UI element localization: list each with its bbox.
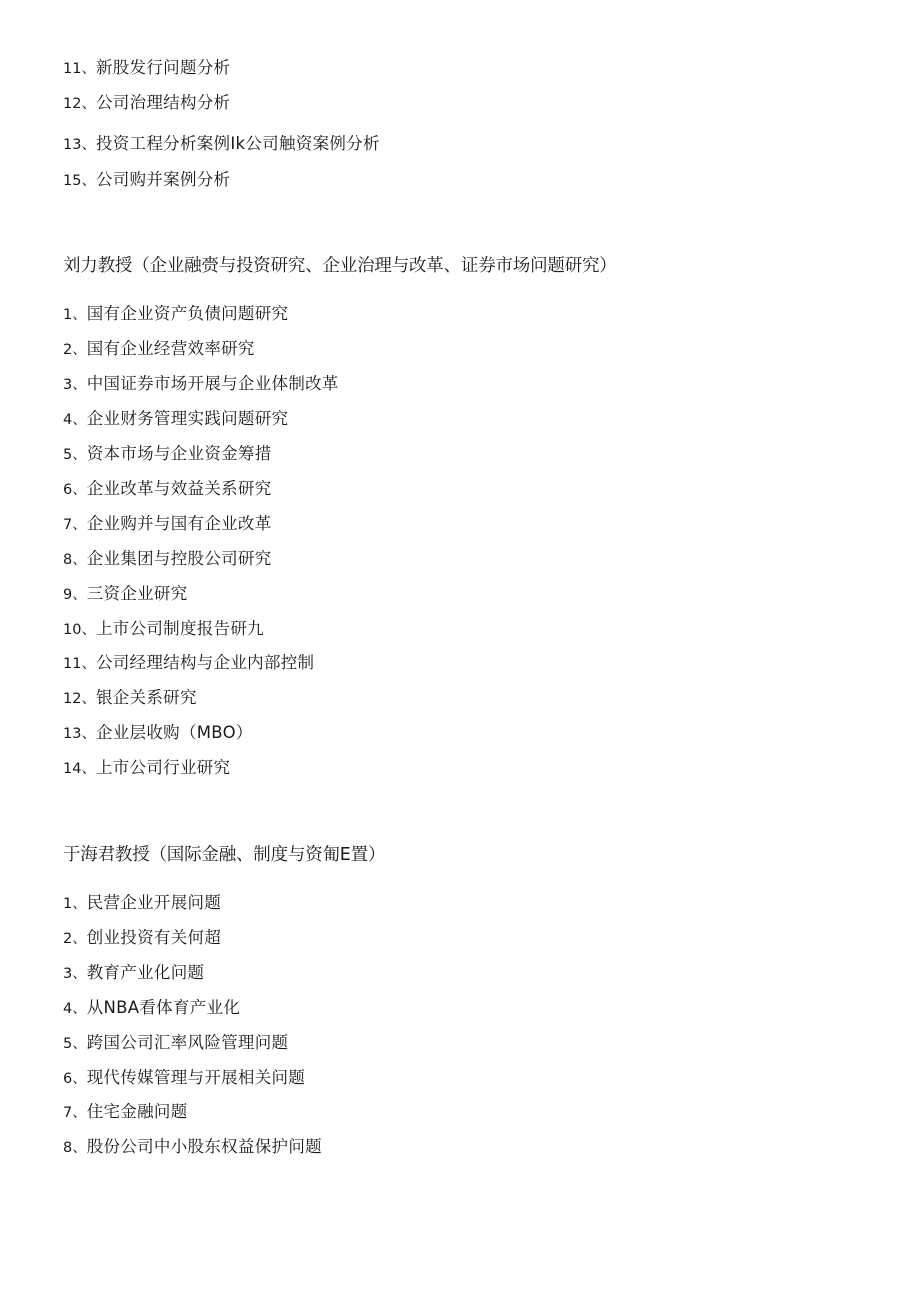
item-number: 3、 (63, 966, 87, 982)
item-number: 7、 (63, 517, 87, 533)
list-item (63, 1067, 305, 1090)
item-text: 上市公司行业研究 (95, 758, 231, 777)
list-item (63, 652, 314, 675)
item-text: 教育产业化问题 (86, 963, 205, 982)
item-number: 11、 (63, 61, 96, 77)
item-number: 6、 (63, 1071, 87, 1087)
item-text: 跨国公司汇率风险管理问题 (86, 1033, 289, 1052)
item-number: 8、 (63, 1140, 87, 1156)
item-number: 11、 (63, 656, 96, 672)
item-text: 从NBA看体育产业化 (86, 998, 241, 1017)
item-text: 民营企业开展问题 (86, 893, 222, 912)
item-text: 公司购并案例分析 (95, 170, 231, 189)
item-number: 15、 (63, 173, 96, 189)
item-text: 国有企业资产负债问题研究 (86, 304, 289, 323)
item-number: 1、 (63, 896, 87, 912)
list-item (63, 962, 204, 985)
item-text: 企业购并与国有企业改革 (86, 514, 272, 533)
list-item (63, 1101, 188, 1124)
item-number: 14、 (63, 761, 96, 777)
item-text: 股份公司中小股东权益保护问题 (86, 1137, 322, 1156)
list-item (63, 618, 264, 641)
section-heading-liu: 刘力教授（企业融赍与投资研究、企业治理与改革、证券市场问题研究） (63, 256, 617, 276)
list-item (63, 57, 230, 80)
item-number: 13、 (63, 726, 96, 742)
item-number: 12、 (63, 691, 96, 707)
item-text: 创业投资有关何超 (86, 928, 222, 947)
item-text: 银企关系研究 (95, 688, 197, 707)
list-item (63, 443, 272, 466)
list-item (63, 303, 288, 326)
section-heading-yu: 于海君教授（国际金融、制度与资匍E置） (63, 845, 386, 865)
item-text: 企业层收购（MBO） (95, 723, 253, 742)
item-text: 资本市场与企业资金筹措 (86, 444, 272, 463)
item-text: 三资企业研究 (86, 584, 188, 603)
item-number: 9、 (63, 587, 87, 603)
item-text: 公司治理结构分析 (95, 93, 231, 112)
item-number: 12、 (63, 96, 96, 112)
list-item (63, 548, 272, 571)
item-number: 10、 (63, 622, 96, 638)
list-item (63, 513, 272, 536)
list-item (63, 478, 272, 501)
item-number: 3、 (63, 377, 87, 393)
item-text: 现代传媒管理与开展相关问题 (86, 1068, 306, 1087)
item-number: 4、 (63, 412, 87, 428)
list-item (63, 92, 230, 115)
item-text: 企业改革与效益关系研究 (86, 479, 272, 498)
item-text: 投资工程分析案例Ik公司触资案例分析 (95, 134, 380, 153)
list-item (63, 927, 221, 950)
list-item (63, 997, 240, 1020)
item-text: 企业集团与控股公司研究 (86, 549, 272, 568)
list-item (63, 169, 230, 192)
item-text: 企业财务管理实践问题研究 (86, 409, 289, 428)
item-text: 国有企业经营效率研究 (86, 339, 255, 358)
item-number: 7、 (63, 1105, 87, 1121)
list-item (63, 722, 253, 745)
list-item (63, 583, 188, 606)
item-text: 上市公司制度报告研九 (95, 619, 264, 638)
item-number: 8、 (63, 552, 87, 568)
list-item (63, 687, 197, 710)
item-text: 住宅金融问题 (86, 1102, 188, 1121)
list-item (63, 1136, 322, 1159)
list-item (63, 892, 221, 915)
list-item (63, 133, 380, 156)
item-number: 13、 (63, 137, 96, 153)
item-number: 5、 (63, 447, 87, 463)
item-number: 5、 (63, 1036, 87, 1052)
list-item (63, 373, 339, 396)
list-item (63, 338, 255, 361)
item-text: 新股发行问题分析 (95, 58, 231, 77)
item-number: 1、 (63, 307, 87, 323)
list-item (63, 757, 230, 780)
item-number: 2、 (63, 931, 87, 947)
item-number: 4、 (63, 1001, 87, 1017)
item-number: 6、 (63, 482, 87, 498)
item-number: 2、 (63, 342, 87, 358)
list-item (63, 408, 288, 431)
item-text: 公司经理结构与企业内部控制 (95, 653, 315, 672)
list-item (63, 1032, 288, 1055)
item-text: 中国证券市场开展与企业体制改革 (86, 374, 339, 393)
